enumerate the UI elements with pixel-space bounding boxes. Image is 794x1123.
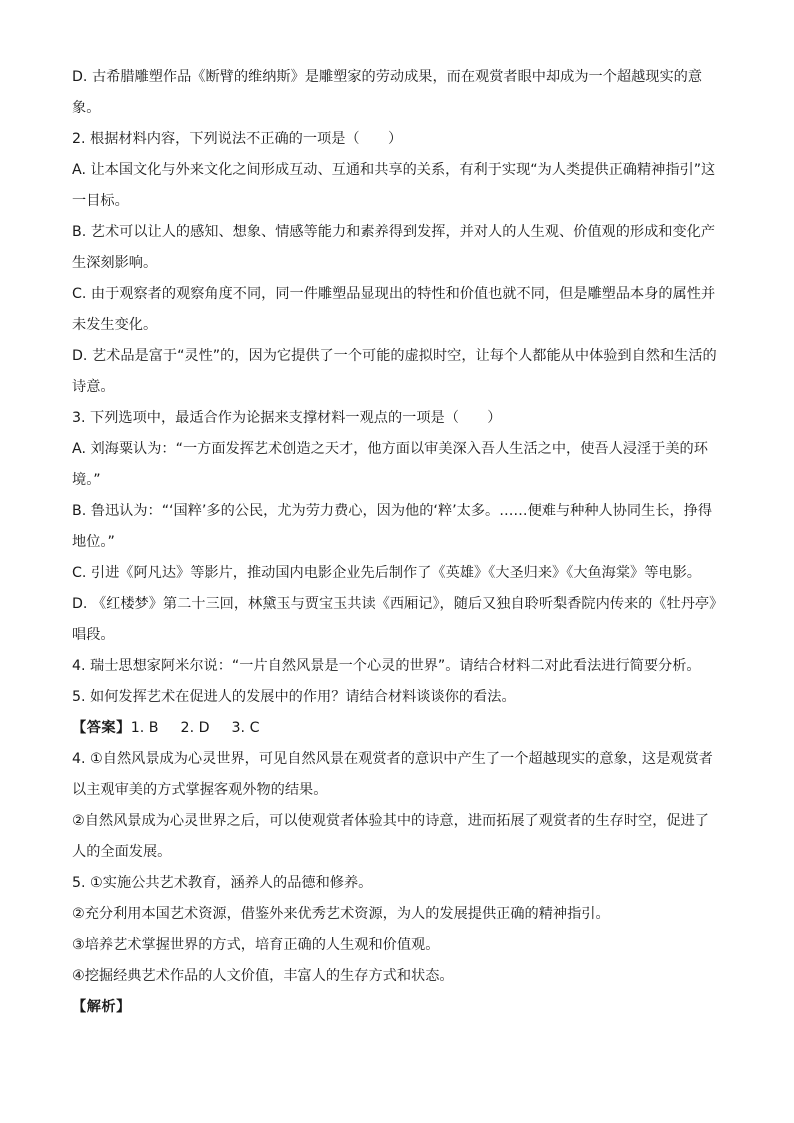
option-b-q3: B. 鲁迅认为：“‘国粹’多的公民，尤为劳力费心，因为他的‘粹’太多。……便难与种种人协同生长，挣得地位。” — [72, 503, 713, 550]
explanation-5-1: 5. ①实施公共艺术教育，涵养人的品德和修养。 — [72, 875, 373, 891]
option-a-q3: A. 刘海粟认为：“一方面发挥艺术创造之天才，他方面以审美深入吾人生活之中，使吾人浸淫于美的环境。” — [72, 441, 708, 488]
option-c-q3: C. 引进《阿凡达》等影片，推动国内电影企业先后制作了《英雄》《大圣归来》《大鱼海棠》等电影。 — [72, 565, 701, 581]
question-3: 3. 下列选项中，最适合作为论据来支撑材料一观点的一项是（ ） — [72, 410, 502, 426]
answer-line — [72, 713, 722, 744]
explanation-5-2: ②充分利用本国艺术资源，借鉴外来优秀艺术资源，为人的发展提供正确的精神指引。 — [72, 906, 610, 922]
question-2: 2. 根据材料内容，下列说法不正确的一项是（ ） — [72, 131, 403, 147]
option-d-q3: D. 《红楼梦》第二十三回，林黛玉与贾宝玉共读《西厢记》，随后又独自聆听梨香院内传来的《牡丹亭》唱段。 — [72, 596, 717, 643]
analysis-tag: 【解析】 — [72, 999, 131, 1015]
option-d-q1: D. 古希腊雕塑作品《断臂的维纳斯》是雕塑家的劳动成果，而在观赏者眼中却成为一个超越现实的意象。 — [72, 69, 703, 116]
option-d-q2: D. 艺术品是富于“灵性”的，因为它提供了一个可能的虚拟时空，让每个人都能从中体验到自然和生活的诗意。 — [72, 348, 717, 395]
question-5: 5. 如何发挥艺术在促进人的发展中的作用？请结合材料谈谈你的看法。 — [72, 689, 516, 705]
question-4: 4. 瑞士思想家阿米尔说：“一片自然风景是一个心灵的世界”。请结合材料二对此看法进行简要分析。 — [72, 658, 701, 674]
explanation-4-2: ②自然风景成为心灵世界之后，可以使观赏者体验其中的诗意，进而拓展了观赏者的生存时空，促进了人的全面发展。 — [72, 813, 709, 860]
option-c-q2: C. 由于观察者的观察角度不同，同一件雕塑品显现出的特性和价值也就不同，但是雕塑品本身的属性并未发生变化。 — [72, 286, 716, 333]
answer-item-2: 2. D — [180, 720, 210, 736]
answer-tag: 【答案】 — [72, 720, 131, 736]
explanation-4-1: 4. ①自然风景成为心灵世界，可见自然风景在观赏者的意识中产生了一个超越现实的意象，这是观赏者以主观审美的方式掌握客观外物的结果。 — [72, 751, 713, 798]
explanation-5-3: ③培养艺术掌握世界的方式，培育正确的人生观和价值观。 — [72, 937, 440, 953]
document-page — [72, 62, 722, 1023]
option-b-q2: B. 艺术可以让人的感知、想象、情感等能力和素养得到发挥，并对人的人生观、价值观的形成和变化产生深刻影响。 — [72, 224, 716, 271]
answer-item-3: 3. C — [231, 720, 260, 736]
answer-item-1: 1. B — [130, 720, 159, 736]
analysis-tag-line — [72, 992, 722, 1023]
explanation-5-4: ④挖掘经典艺术作品的人文价值，丰富人的生存方式和状态。 — [72, 968, 454, 984]
option-a-q2: A. 让本国文化与外来文化之间形成互动、互通和共享的关系，有利于实现“为人类提供正确精神指引”这一目标。 — [72, 162, 716, 209]
